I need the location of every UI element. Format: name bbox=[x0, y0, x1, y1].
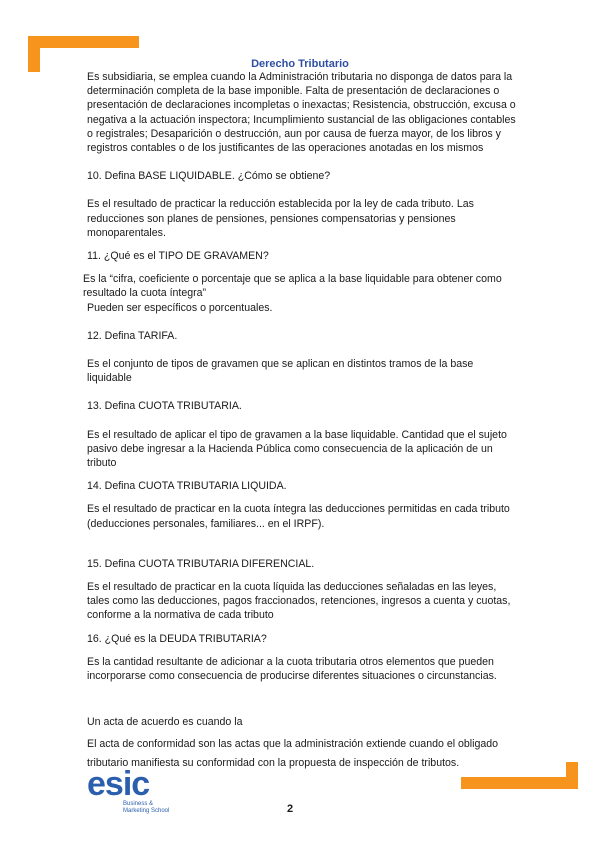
question-11: 11. ¿Qué es el TIPO DE GRAVAMEN? bbox=[87, 250, 269, 263]
answer-16: Es la cantidad resultante de adicionar a la cuota tributaria otros elementos que pueden incorporarse como consecuencia de producirse diferentes situaciones o circunstancias. bbox=[87, 655, 497, 683]
document-body bbox=[83, 70, 517, 773]
question-15: 15. Defina CUOTA TRIBUTARIA DIFERENCIAL. bbox=[87, 557, 315, 570]
question-13: 13. Defina CUOTA TRIBUTARIA. bbox=[87, 400, 242, 413]
esic-logo bbox=[87, 767, 169, 815]
question-10: 10. Defina BASE LIQUIDABLE. ¿Cómo se obtiene? bbox=[87, 170, 331, 183]
paragraph-intro: Es subsidiaria, se emplea cuando la Administración tributaria no disponga de datos para la determinación completa de la base imponible. Falta de presentación de declaraciones o presentación de declaraciones incompletas o inexactas; Resistencia, obstrucción, excusa o negativa a la actuación inspectora; Incumplimiento sustancial de las obligaciones contables o registrales; Desaparición o destrucción, aun por causa de fuerza mayor, de los libros y registros contables o de los justificantes de las operaciones anotadas en los mismos bbox=[87, 71, 516, 155]
logo-subtitle-2: Marketing School bbox=[123, 808, 170, 814]
page-number: 2 bbox=[287, 803, 294, 815]
corner-accent-top bbox=[28, 36, 139, 48]
answer-10: Es el resultado de practicar la reducción establecida por la ley de cada tributo. Las reducciones son planes de pensiones, pensiones compensatorias y pensiones monoparentales. bbox=[87, 198, 474, 239]
acta-conformidad: El acta de conformidad son las actas que la administración extiende cuando el obligado tributario manifiesta su conformidad con la propuesta de inspección de tributos. bbox=[87, 737, 499, 769]
answer-11-quote: Es la “cifra, coeficiente o porcentaje que se aplica a la base liquidable para obtener como resultado la cuota íntegra” bbox=[83, 273, 502, 300]
logo-wordmark: esic bbox=[87, 765, 150, 803]
question-16: 16. ¿Qué es la DEUDA TRIBUTARIA? bbox=[87, 632, 267, 645]
acta-acuerdo: Un acta de acuerdo es cuando la bbox=[87, 716, 243, 729]
page-header: Derecho Tributario bbox=[251, 58, 349, 70]
corner-accent-bottom-vertical bbox=[566, 762, 578, 789]
answer-15: Es el resultado de practicar en la cuota líquida las deducciones señaladas en las leyes, tales como las deducciones, pagos fraccionados, retenciones, ingresos a cuenta y cuotas, conforme a la normativa de cada tributo bbox=[87, 581, 511, 622]
logo-subtitle-1: Business & bbox=[123, 801, 154, 807]
question-12: 12. Defina TARIFA. bbox=[87, 329, 178, 342]
answer-13: Es el resultado de aplicar el tipo de gravamen a la base liquidable. Cantidad que el sujeto pasivo debe ingresar a la Hacienda Pública como consecuencia de la aplicación de un tributo bbox=[87, 428, 507, 470]
answer-11-types: Pueden ser específicos o porcentuales. bbox=[87, 301, 273, 314]
answer-14: Es el resultado de practicar en la cuota íntegra las deducciones permitidas en cada tributo (deducciones personales, familiares... en el IRPF). bbox=[87, 503, 510, 530]
corner-accent-bottom bbox=[461, 777, 578, 789]
answer-12: Es el conjunto de tipos de gravamen que se aplican en distintos tramos de la base liquidable bbox=[87, 358, 474, 385]
question-14: 14. Defina CUOTA TRIBUTARIA LIQUIDA. bbox=[87, 480, 287, 493]
